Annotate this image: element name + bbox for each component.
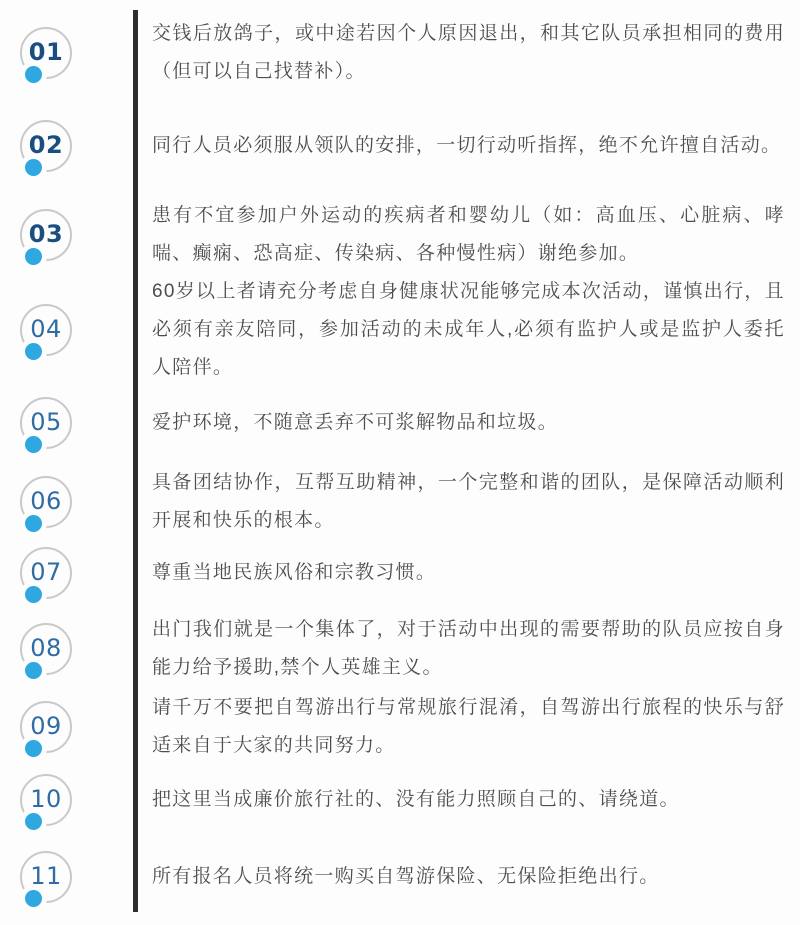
- rule-item: [0, 273, 800, 387]
- rule-text: 同行人员必须服从领队的安排，一切行动听指挥，绝不允许擅自活动。: [152, 135, 782, 156]
- rule-text: 所有报名人员将统一购买自驾游保险、无保险拒绝出行。: [152, 866, 660, 887]
- rule-number-badge: [20, 304, 72, 356]
- badge-dot-icon: [25, 248, 42, 265]
- rule-text: 把这里当成廉价旅行社的、没有能力照顾自己的、请绕道。: [152, 789, 680, 810]
- badge-dot-icon: [25, 515, 42, 532]
- rule-text: 出门我们就是一个集体了，对于活动中出现的需要帮助的队员应按自身能力给予援助,禁个人英雄主义。: [152, 619, 785, 678]
- rule-badge-column: [0, 554, 133, 592]
- rule-text: 具备团结协作，互帮互助精神，一个完整和谐的团队，是保障活动顺利开展和快乐的根本。: [152, 472, 785, 531]
- rule-number: 06: [30, 487, 62, 515]
- badge-dot-icon: [25, 662, 42, 679]
- rule-badge-column: [0, 15, 133, 91]
- rule-item: [0, 197, 800, 273]
- rule-number-badge: [20, 701, 72, 753]
- rule-item: [0, 404, 800, 442]
- rule-text: 患有不宜参加户外运动的疾病者和婴幼儿（如：高血压、心脏病、哮喘、癫痫、恐高症、传染病、各种慢性病）谢绝参加。: [152, 205, 785, 264]
- rule-text: 爱护环境，不随意丢弃不可浆解物品和垃圾。: [152, 412, 559, 433]
- rule-number: 10: [30, 785, 62, 813]
- rule-number-badge: [20, 623, 72, 675]
- rule-badge-column: [0, 197, 133, 273]
- badge-dot-icon: [25, 813, 42, 830]
- rule-number-badge: [20, 774, 72, 826]
- rule-number: 08: [30, 634, 62, 662]
- rule-text: 60岁以上者请充分考虑自身健康状况能够完成本次活动，谨慎出行，且必须有亲友陪同，参加活动的未成年人,必须有监护人或是监护人委托人陪伴。: [152, 281, 785, 378]
- rule-number: 05: [30, 408, 62, 436]
- rule-number: 09: [30, 712, 62, 740]
- rule-badge-column: [0, 858, 133, 896]
- badge-dot-icon: [25, 586, 42, 603]
- rule-number-badge: [20, 209, 72, 261]
- rule-number: 04: [30, 315, 62, 343]
- badge-dot-icon: [25, 436, 42, 453]
- rule-number: 01: [28, 38, 64, 66]
- rule-item: [0, 15, 800, 91]
- badge-dot-icon: [25, 890, 42, 907]
- rule-badge-column: [0, 404, 133, 442]
- rule-number-badge: [20, 397, 72, 449]
- rule-text: 尊重当地民族风俗和宗教习惯。: [152, 562, 437, 583]
- badge-dot-icon: [25, 343, 42, 360]
- rule-item: [0, 781, 800, 819]
- rule-item: [0, 611, 800, 687]
- rule-number-badge: [20, 547, 72, 599]
- badge-dot-icon: [25, 66, 42, 83]
- rule-badge-column: [0, 611, 133, 687]
- rule-number: 03: [28, 220, 64, 248]
- badge-dot-icon: [25, 740, 42, 757]
- badge-dot-icon: [25, 159, 42, 176]
- rule-number: 02: [28, 131, 64, 159]
- rule-item: [0, 554, 800, 592]
- rule-text: 交钱后放鸽子，或中途若因个人原因退出，和其它队员承担相同的费用（但可以自己找替补）。: [152, 23, 785, 82]
- rule-number: 07: [30, 558, 62, 586]
- rule-badge-column: [0, 689, 133, 765]
- rule-item: [0, 858, 800, 896]
- rule-text: 请千万不要把自驾游出行与常规旅行混淆，自驾游出行旅程的快乐与舒适来自于大家的共同努力。: [152, 697, 785, 756]
- rule-number-badge: [20, 27, 72, 79]
- rule-item: [0, 464, 800, 540]
- rule-item: [0, 127, 800, 165]
- rule-number-badge: [20, 476, 72, 528]
- rule-badge-column: [0, 273, 133, 387]
- rule-number: 11: [30, 862, 62, 890]
- rule-number-badge: [20, 851, 72, 903]
- rule-badge-column: [0, 464, 133, 540]
- rule-item: [0, 689, 800, 765]
- rule-badge-column: [0, 781, 133, 819]
- rule-number-badge: [20, 120, 72, 172]
- rule-badge-column: [0, 127, 133, 165]
